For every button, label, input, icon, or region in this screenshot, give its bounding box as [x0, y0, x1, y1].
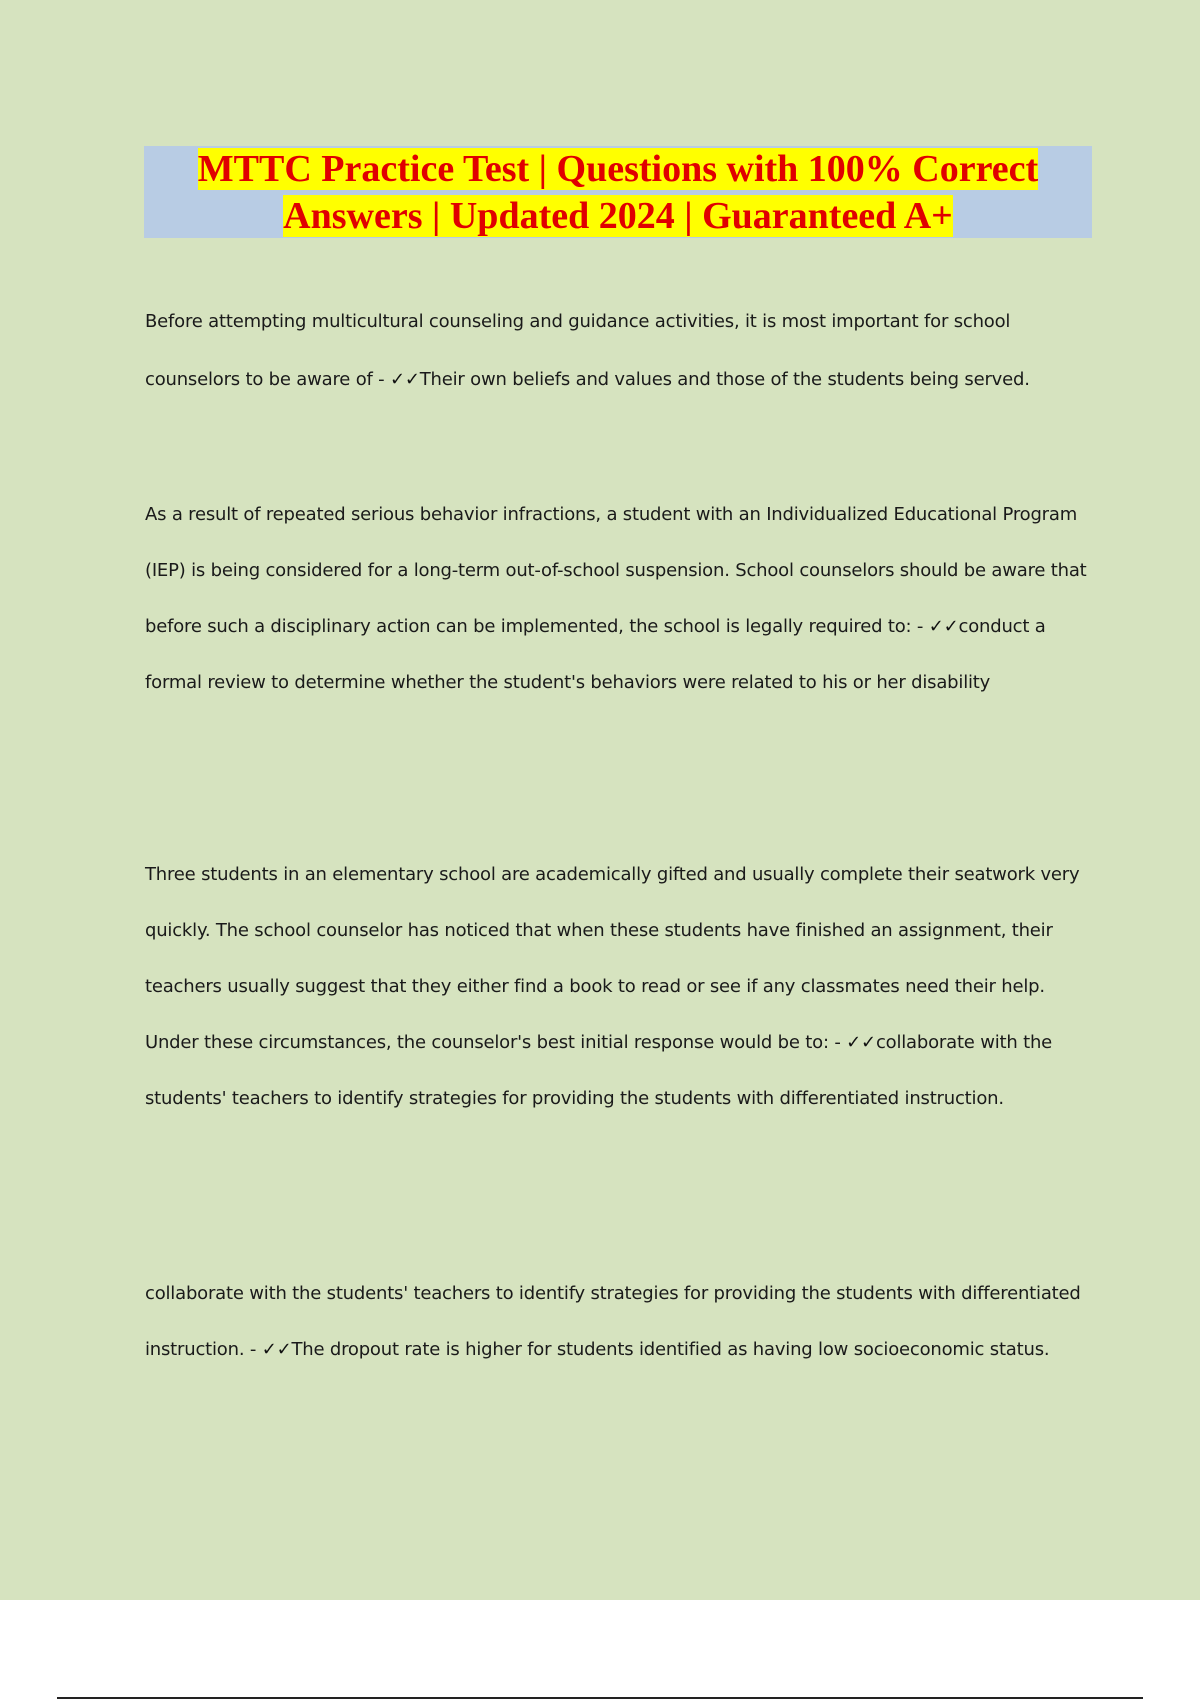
question-text: collaborate with the students' teachers to identify strategies for providing the students with differentiated instruction. -: [145, 1283, 1081, 1360]
check-icon: ✓✓: [846, 1032, 876, 1053]
answer-text: The dropout rate is higher for students identified as having low socioeconomic status.: [291, 1339, 1050, 1360]
answer-text: Their own beliefs and values and those of the students being served.: [419, 369, 1030, 390]
answer-text: conduct a formal review to determine whether the student's behaviors were related to his or her disability: [145, 616, 1046, 693]
answer-text: collaborate with the students' teachers to identify strategies for providing the students with differentiated instruction.: [145, 1032, 1053, 1109]
qa-item-4: [145, 1266, 1095, 1378]
footer-divider: [57, 1697, 1143, 1699]
check-icon: ✓✓: [928, 616, 959, 637]
qa-item-2: [145, 487, 1095, 711]
question-text: Three students in an elementary school are academically gifted and usually complete their seatwork very quickly. The school counselor has noticed that when these students have finished an assignment, their teachers usually suggest that they either find a book to read or see if any classmates need their help. Under these circumstances, the counselor's best initial response would be to: -: [145, 864, 1080, 1053]
check-icon: ✓✓: [389, 369, 420, 390]
question-text: Before attempting multicultural counseling and guidance activities, it is most important for school counselors to be aware of -: [145, 311, 1011, 390]
title-line-2: Answers | Updated 2024 | Guaranteed A+: [283, 195, 953, 237]
qa-item-3: [145, 847, 1095, 1127]
document-title: [144, 146, 1092, 238]
question-text: As a result of repeated serious behavior infractions, a student with an Individualized Educational Program (IEP) is being considered for a long-term out-of-school suspension. School counselors should be aware that before such a disciplinary action can be implemented, the school is legally required to: -: [145, 504, 1087, 637]
title-line-1: MTTC Practice Test | Questions with 100% Correct: [197, 148, 1039, 190]
check-icon: ✓✓: [261, 1339, 292, 1360]
qa-item-1: [145, 293, 1095, 409]
